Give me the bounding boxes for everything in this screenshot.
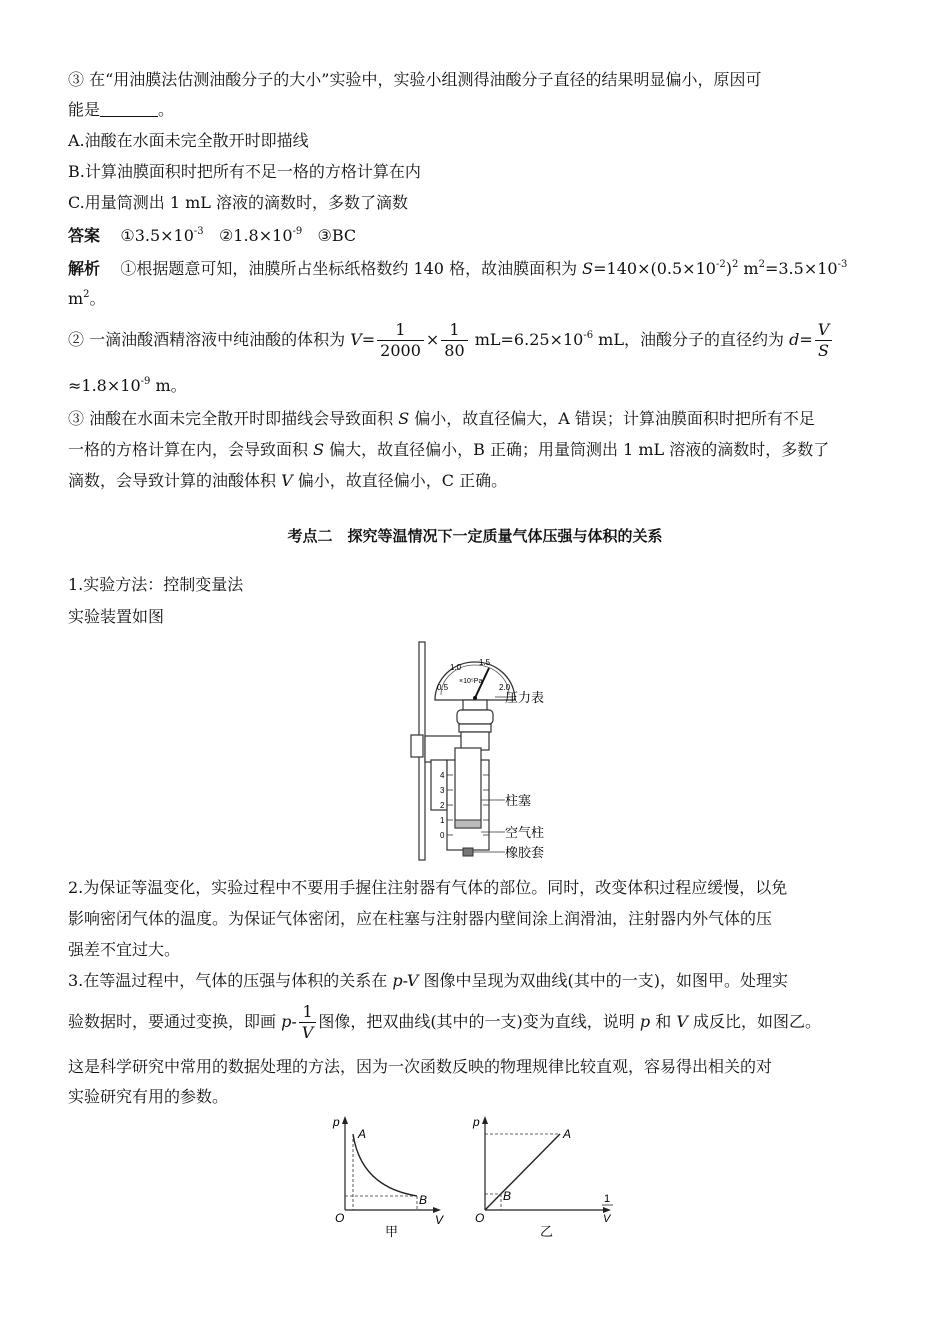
jia-v-label: V xyxy=(435,1213,444,1227)
yi-point-a: A xyxy=(563,1127,572,1141)
scale-3: 3 xyxy=(440,786,445,795)
analysis-p2-V: V xyxy=(350,330,362,349)
jia-p-label: p xyxy=(333,1115,340,1129)
jia-origin: O xyxy=(335,1211,345,1225)
q3-line2-end: 。 xyxy=(158,100,175,119)
frac2-num: 1 xyxy=(441,320,467,341)
gauge-neck xyxy=(463,700,487,710)
analysis-p1-unit: m xyxy=(68,289,84,308)
analysis-p1-end: 。 xyxy=(89,289,106,308)
analysis-p1-S: S xyxy=(582,259,594,278)
analysis-p1-a: ①根据题意可知，油膜所占坐标纸格数约 140 格，故油膜面积为 xyxy=(120,259,583,278)
gauge-tick-15: 1.5 xyxy=(479,658,491,667)
item3-line3: 这是科学研究中常用的数据处理的方法，因为一次函数反映的物理规律比较直观，容易得出相关的对 xyxy=(68,1057,773,1076)
gauge-connector xyxy=(459,724,491,732)
yi-x-label-den: V xyxy=(603,1213,611,1225)
analysis-p2-d: d xyxy=(789,330,800,349)
yi-x-label-num: 1 xyxy=(604,1193,611,1205)
frac2-den: 80 xyxy=(444,341,465,360)
item3-p: p- xyxy=(281,1012,297,1031)
analysis-p3-l1a: ③ 油酸在水面未完全散开时即描线会导致面积 xyxy=(68,409,399,428)
item3-pV: p-V xyxy=(392,971,419,990)
scale-1: 1 xyxy=(440,816,445,825)
analysis-p3-l2b: 偏大，故直径偏小，B 正确；用量筒测出 1 mL 溶液的滴数时，多数了 xyxy=(324,440,830,459)
section-heading: 考点二 探究等温情况下一定质量气体压强与体积的关系 xyxy=(287,527,663,545)
answer-line xyxy=(68,225,356,247)
analysis-p1-e1: -2 xyxy=(715,259,726,270)
analysis-p3-S1: S xyxy=(398,409,410,428)
analysis-p3-l3a: 滴数，会导致计算的油酸体积 xyxy=(68,471,282,490)
connector-tube xyxy=(461,732,489,750)
gauge-tick-05: 0.5 xyxy=(437,683,449,692)
option-b: B.计算油膜面积时把所有不足一格的方格计算在内 xyxy=(68,162,421,181)
answer-2-exp: -9 xyxy=(292,226,303,237)
analysis-p2-line2-end: m。 xyxy=(150,376,187,395)
analysis-line2b xyxy=(68,375,187,397)
scale-4: 4 xyxy=(440,771,445,780)
yi-caption: 乙 xyxy=(540,1225,554,1240)
item3-line2 xyxy=(68,1002,821,1043)
q3-line2-text: 能是 xyxy=(68,100,101,119)
device-caption: 实验装置如图 xyxy=(68,607,165,626)
yi-line xyxy=(485,1134,560,1210)
item1: 1.实验方法：控制变量法 xyxy=(68,575,244,594)
jia-point-b: B xyxy=(419,1193,428,1207)
answer-1-exp: -3 xyxy=(193,226,204,237)
label-rubber-cap: 橡胶套 xyxy=(505,846,545,861)
jia-hyperbola xyxy=(353,1134,417,1196)
fraction-1-over-V xyxy=(299,1002,317,1043)
graph-jia xyxy=(325,1112,455,1242)
item3-l1a: 3.在等温过程中，气体的压强与体积的关系在 xyxy=(68,971,393,990)
analysis-p1-f: =3.5×10 xyxy=(764,259,838,278)
label-air-column: 空气柱 xyxy=(505,826,545,841)
analysis-p2-e1: -6 xyxy=(583,330,594,341)
jia-caption: 甲 xyxy=(385,1225,399,1240)
item3-p2: p xyxy=(639,1012,651,1031)
item3-line1 xyxy=(68,970,788,992)
jia-p-arrow xyxy=(342,1116,348,1124)
item3-l2c: 成反比，如图乙。 xyxy=(687,1012,821,1031)
yi-p-label: p xyxy=(473,1115,480,1129)
yi-p-arrow xyxy=(482,1116,488,1124)
analysis-p1-d: m xyxy=(738,259,759,278)
q3-line1: ③ 在“用油膜法估测油酸分子的大小”实验中，实验小组测得油酸分子直径的结果明显偏小，原因可 xyxy=(68,70,762,89)
analysis-p2-eq2: = xyxy=(799,330,813,349)
option-a: A.油酸在水面未完全散开时即描线 xyxy=(68,131,309,150)
item2-line3: 强差不宜过大。 xyxy=(68,940,181,959)
analysis-p1-b: =140×(0.5×10 xyxy=(593,259,716,278)
item3-l2a: 验数据时，要通过变换，即画 xyxy=(68,1012,282,1031)
label-gauge: 压力表 xyxy=(505,691,545,706)
fraction-1-over-80 xyxy=(441,320,467,361)
option-c: C.用量筒测出 1 mL 溶液的滴数时，多数了滴数 xyxy=(68,193,408,212)
gauge-tick-10: 1.0 xyxy=(450,663,462,672)
gauge-tick-20: 2.0 xyxy=(499,683,511,692)
item3-l2b: 图像，把双曲线(其中的一支)变为直线，说明 xyxy=(318,1012,640,1031)
analysis-p3-l2a: 一格的方格计算在内，会导致面积 xyxy=(68,440,314,459)
analysis-p3-l3b: 偏小，故直径偏小，C 正确。 xyxy=(292,471,508,490)
analysis-p3-S2: S xyxy=(313,440,325,459)
item3-l1b: 图像中呈现为双曲线(其中的一支)，如图甲。处理实 xyxy=(418,971,788,990)
analysis-label: 解析 xyxy=(68,259,101,278)
rubber-cap xyxy=(463,848,473,856)
frac3-den: S xyxy=(818,341,829,360)
analysis-p3-l1b: 偏小，故直径偏大，A 错误；计算油膜面积时把所有不足 xyxy=(409,409,815,428)
item2-line2: 影响密闭气体的温度。为保证气体密闭，应在柱塞与注射器内壁间涂上润滑油，注射器内外气体的压 xyxy=(68,909,773,928)
item3-line4: 实验研究有用的参数。 xyxy=(68,1087,229,1106)
analysis-p1-unit-exp: 2 xyxy=(83,289,90,300)
fraction-1-over-2000 xyxy=(377,320,424,361)
q3-line2 xyxy=(68,99,174,121)
analysis-line1b xyxy=(68,288,106,310)
yi-point-b: B xyxy=(503,1189,512,1203)
analysis-line4 xyxy=(68,439,829,461)
plunger-head xyxy=(455,820,481,828)
jia-point-a: A xyxy=(358,1127,367,1141)
label-plunger: 柱塞 xyxy=(505,794,532,809)
answer-blank xyxy=(100,102,158,117)
frac1-num: 1 xyxy=(377,320,424,341)
analysis-p1-e3: 2 xyxy=(758,259,765,270)
frac1-den: 2000 xyxy=(380,341,421,360)
gauge-unit: ×10⁵Pa xyxy=(459,678,483,685)
item3-and: 和 xyxy=(650,1012,677,1031)
yi-origin: O xyxy=(475,1211,485,1225)
item3-V2: V xyxy=(676,1012,688,1031)
analysis-p1-c: ) xyxy=(725,259,732,278)
analysis-p2-times: × xyxy=(425,330,440,349)
scale-2: 2 xyxy=(440,801,445,810)
frac4-den: V xyxy=(301,1023,314,1042)
analysis-p2-c: mL，油酸分子的直径约为 xyxy=(593,330,790,349)
analysis-line3 xyxy=(68,408,815,430)
analysis-line2 xyxy=(68,320,834,361)
answer-3: ③BC xyxy=(317,226,357,245)
scale-0: 0 xyxy=(440,831,445,840)
analysis-p2-line2-exp: -9 xyxy=(140,376,151,387)
analysis-p2-line2: ≈1.8×10 xyxy=(68,376,141,395)
clamp-jaw xyxy=(431,760,447,810)
analysis-p2-a: ② 一滴油酸酒精溶液中纯油酸的体积为 xyxy=(68,330,351,349)
analysis-p1-e2: 2 xyxy=(731,259,739,270)
gauge-nut xyxy=(457,710,493,724)
analysis-line5 xyxy=(68,470,507,492)
analysis-p2-eq: = xyxy=(361,330,376,349)
plunger-rod xyxy=(455,748,481,828)
item2-line1: 2.为保证等温变化，实验过程中不要用手握住注射器有气体的部位。同时，改变体积过程应缓慢，以免 xyxy=(68,878,788,897)
answer-label: 答案 xyxy=(68,226,101,245)
frac4-num: 1 xyxy=(299,1002,317,1023)
analysis-p2-b: mL=6.25×10 xyxy=(469,330,584,349)
analysis-p3-V: V xyxy=(281,471,293,490)
frac3-num: V xyxy=(815,320,833,341)
analysis-p1-e4: -3 xyxy=(837,259,848,270)
apparatus-figure xyxy=(395,640,565,865)
answer-1: ①3.5×10 xyxy=(120,226,194,245)
fraction-V-over-S xyxy=(815,320,833,361)
answer-2: ②1.8×10 xyxy=(218,226,293,245)
clamp-screw xyxy=(411,735,423,757)
graph-yi xyxy=(465,1112,625,1242)
analysis-line1 xyxy=(68,258,847,280)
